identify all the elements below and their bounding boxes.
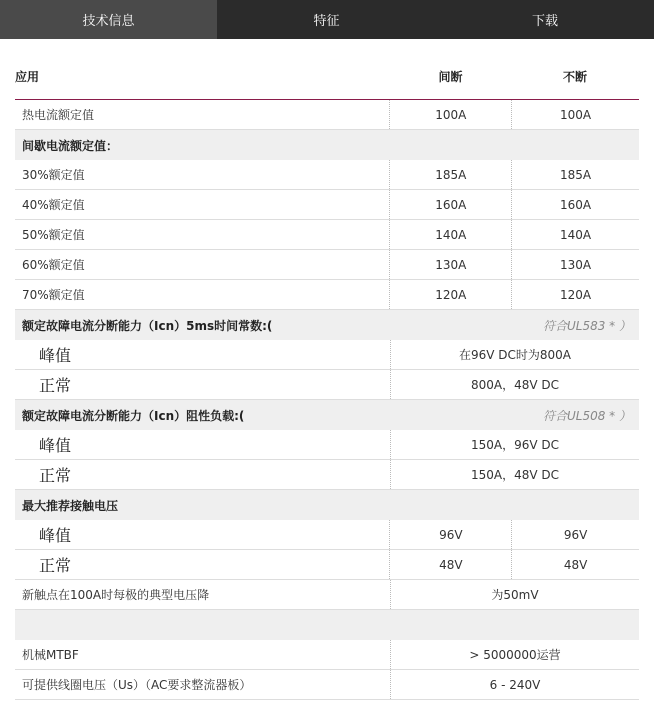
table-header [15,39,639,100]
section-note: 符合UL583 * ） [542,318,631,333]
row-value-intermittent: 48V [390,550,512,579]
row-value-continuous: 185A [560,167,592,182]
row-label: 正常 [15,550,390,579]
table-row [15,550,639,580]
table-row [15,100,639,130]
table-row [15,670,639,700]
row-label: 峰值 [15,430,391,459]
row-value-intermittent: 130A [390,250,512,279]
row-value-continuous: 100A [560,107,592,122]
row-label: 热电流额定值 [15,100,390,129]
tab-features[interactable]: 特征 [313,14,340,29]
spec-table [15,39,639,700]
table-row [15,430,639,460]
row-value-merged: 6 - 240V [489,677,541,692]
row-value-continuous: 130A [560,257,592,272]
row-value-continuous: 48V [563,557,588,572]
section-breaking-resistive [15,400,639,430]
table-row [15,220,639,250]
row-value-continuous: 120A [560,287,592,302]
row-label: 新触点在100A时每极的典型电压降 [15,580,391,609]
table-row [15,370,639,400]
row-value-merged: 为50mV [491,588,539,602]
header-application: 应用 [15,70,40,84]
blank-row [15,610,639,640]
table-row [15,160,639,190]
row-label: 机械MTBF [15,640,391,669]
table-row [15,340,639,370]
table-row [15,280,639,310]
row-value-merged: 800A，48V DC [470,378,560,392]
row-value-intermittent: 185A [390,160,512,189]
row-label: 峰值 [15,340,391,369]
header-intermittent: 间断 [438,70,463,84]
row-value-intermittent: 160A [390,190,512,219]
section-title: 额定故障电流分断能力（Icn）5ms时间常数:( [22,318,273,333]
row-label: 30%额定值 [15,160,390,189]
row-label: 40%额定值 [15,190,390,219]
row-value-merged: > 5000000运营 [469,648,561,662]
table-row [15,250,639,280]
section-breaking-5ms [15,310,639,340]
table-row [15,520,639,550]
row-value-continuous: 96V [563,527,588,542]
row-value-merged: 150A，96V DC [470,438,560,452]
table-row [15,460,639,490]
row-label: 正常 [15,460,391,489]
row-value-intermittent: 100A [390,100,512,129]
section-intermittent [15,130,639,160]
row-label: 70%额定值 [15,280,390,309]
row-label: 60%额定值 [15,250,390,279]
section-title: 额定故障电流分断能力（Icn）阻性负载:( [22,408,245,423]
row-label: 可提供线圈电压（Us）（AC要求整流器板） [15,670,391,699]
section-title: 间歇电流额定值： [22,138,119,153]
section-title: 最大推荐接触电压 [22,498,119,513]
table-row [15,640,639,670]
table-row [15,580,639,610]
row-value-intermittent: 120A [390,280,512,309]
row-value-intermittent: 96V [390,520,512,549]
row-value-intermittent: 140A [390,220,512,249]
tab-bar [0,0,654,39]
table-row [15,190,639,220]
row-value-continuous: 140A [560,227,592,242]
section-note: 符合UL508 * ） [542,408,631,423]
row-value-merged: 150A，48V DC [470,468,560,482]
row-label: 正常 [15,370,391,399]
tab-downloads[interactable]: 下载 [531,14,558,29]
row-value-continuous: 160A [560,197,592,212]
section-max-voltage [15,490,639,520]
row-label: 50%额定值 [15,220,390,249]
tab-technical-info[interactable]: 技术信息 [0,0,217,39]
header-continuous: 不断 [562,70,587,84]
row-value-merged: 在96V DC时为800A [458,348,572,362]
row-label: 峰值 [15,520,390,549]
